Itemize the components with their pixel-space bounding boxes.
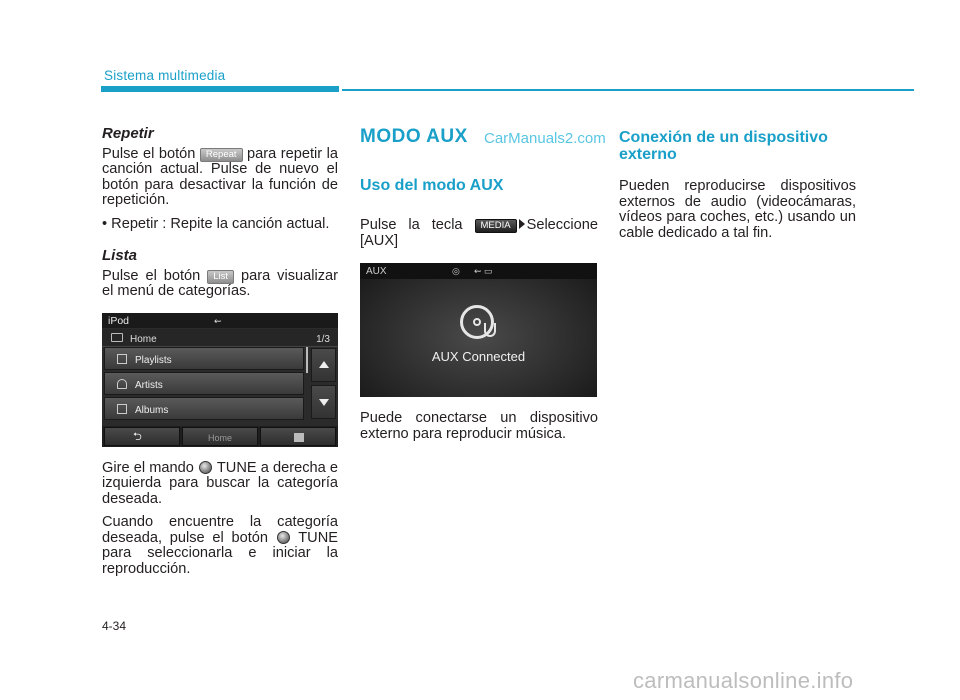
external-device-paragraph: Pueden reproducirse dispositivos externos de audio (videocámaras, vídeos para coches, etc.) usando un cable dedicado a tal fin.	[619, 178, 856, 241]
scroll-down-button[interactable]	[311, 385, 336, 419]
aux-screen	[360, 263, 597, 397]
home-button[interactable]	[182, 427, 258, 446]
list-item-playlists[interactable]	[104, 347, 304, 370]
tune-knob-icon	[199, 461, 212, 474]
repeat-text-b: para repetir la canción actual. Pulse de nuevo el botón para desactivar la función de repetición.	[102, 145, 338, 208]
aux-text-a: Pulse la tecla	[360, 217, 463, 233]
aux-status-bar	[360, 263, 597, 279]
list-button: List	[207, 270, 234, 284]
repeat-heading: Repetir	[102, 125, 154, 142]
page-number: 4-34	[102, 619, 127, 633]
back-icon: ⮌	[133, 430, 142, 443]
scroll-indicator	[306, 347, 308, 373]
list-text-a: Pulse el botón	[102, 267, 201, 284]
found-paragraph	[102, 515, 338, 577]
person-icon	[117, 379, 127, 389]
arrow-right-icon	[519, 219, 525, 229]
playlist-icon	[117, 354, 127, 364]
home-button-label: Home	[207, 432, 232, 443]
tune-text-a: Gire el mando	[102, 459, 194, 476]
column-left	[102, 126, 338, 577]
menu-icon	[294, 433, 304, 442]
usb-icon: ⇜	[214, 315, 222, 326]
list-item-label: Artists	[135, 379, 163, 391]
found-text-b: TUNE para seleccionarla e iniciar la reproducción.	[102, 529, 338, 577]
header-rule	[342, 89, 914, 91]
arrow-up-icon	[319, 361, 329, 368]
aux-subheading: Uso del modo AUX	[360, 177, 504, 194]
repeat-bullet: • Repetir : Repite la canción actual.	[102, 215, 330, 232]
ipod-bottom-bar	[102, 426, 338, 447]
repeat-paragraph	[102, 147, 338, 209]
ipod-status-bar	[102, 313, 338, 328]
scroll-up-button[interactable]	[311, 348, 336, 382]
list-paragraph	[102, 269, 338, 300]
ipod-screen	[102, 313, 338, 447]
album-icon	[117, 404, 127, 414]
column-middle	[360, 126, 606, 442]
repeat-button: Repeat	[200, 148, 243, 162]
list-item-label: Playlists	[135, 354, 172, 366]
watermark-footer: carmanualsonline.info	[633, 668, 854, 693]
tune-text-b: TUNE a derecha e izquierda para buscar la categoría deseada.	[102, 459, 339, 507]
modo-aux-heading: MODO AUX	[360, 126, 468, 147]
list-item-label: Albums	[135, 404, 169, 416]
ipod-title: iPod	[108, 314, 130, 327]
list-text-b: para visualizar el menú de categorías.	[102, 267, 338, 299]
ipod-breadcrumb	[102, 329, 338, 347]
aux-text-b: Seleccione [AUX]	[360, 217, 598, 249]
repeat-text-a: Pulse el botón	[102, 145, 196, 162]
tune-knob-icon	[277, 531, 290, 544]
aux-connected-message: AUX Connected	[431, 349, 526, 364]
watermark-top: CarManuals2.com	[484, 130, 606, 147]
aux-title: AUX	[366, 266, 387, 277]
tune-paragraph	[102, 461, 338, 508]
folder-icon	[111, 333, 123, 342]
media-button: MEDIA	[475, 219, 517, 233]
usb-battery-icon: ⇜ ▭	[474, 266, 493, 276]
arrow-down-icon	[319, 399, 329, 406]
found-text-a: Cuando encuentre la categoría deseada, pulse el botón	[102, 514, 338, 546]
menu-button[interactable]	[260, 427, 336, 446]
external-device-heading: Conexión de un dispositivo externo	[619, 129, 828, 163]
ipod-path-label: Home	[130, 333, 157, 345]
list-item-artists[interactable]	[104, 372, 304, 395]
list-heading: Lista	[102, 247, 138, 264]
section-title: Sistema multimedia	[104, 68, 226, 83]
aux-paragraph-1	[360, 218, 598, 249]
settings-icon: ◎	[452, 266, 460, 276]
ipod-page-indicator: 1/3	[316, 333, 330, 345]
aux-paragraph-2: Puede conectarse un dispositivo externo para reproducir música.	[360, 410, 598, 442]
aux-plug-icon	[484, 323, 496, 337]
back-button[interactable]	[104, 427, 180, 446]
modo-heading-row	[360, 126, 606, 151]
list-item-albums[interactable]	[104, 397, 304, 420]
header-accent-bar	[101, 86, 339, 92]
column-right	[619, 126, 856, 241]
